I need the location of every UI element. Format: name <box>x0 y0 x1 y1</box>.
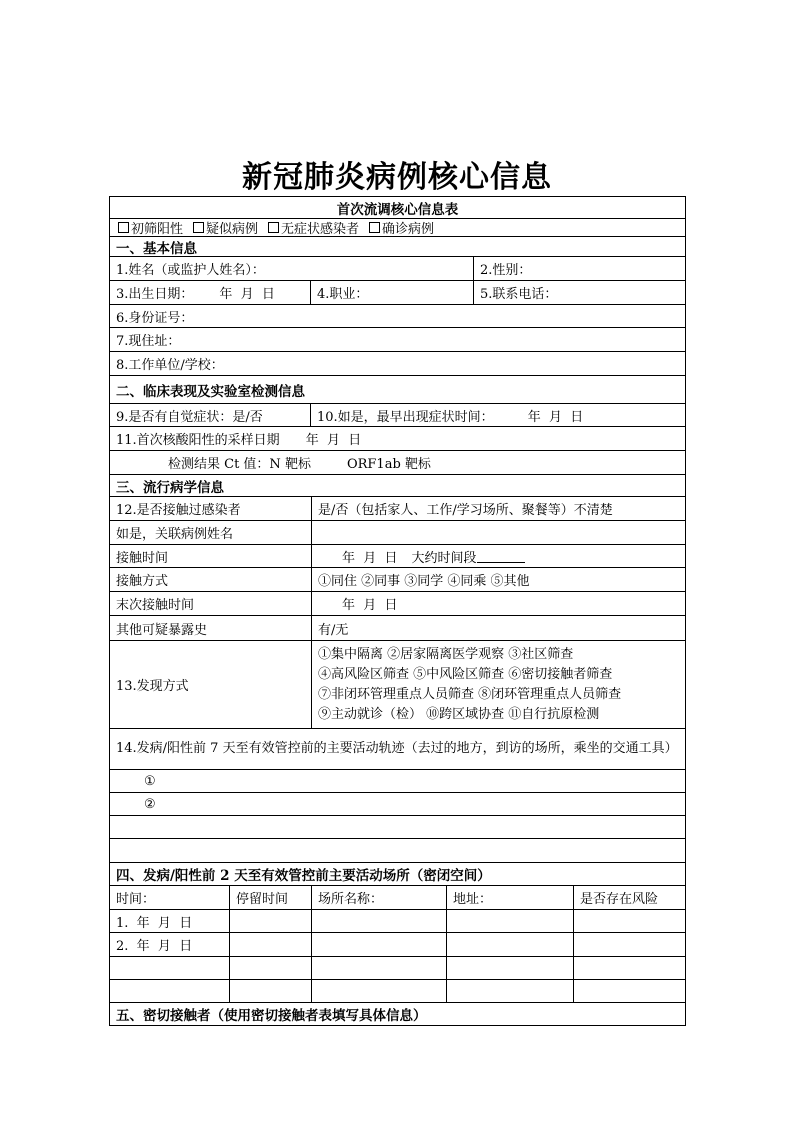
gender-field[interactable]: 2.性别： <box>473 257 685 280</box>
venue-address[interactable] <box>446 957 573 979</box>
work-field[interactable]: 8.工作单位/学校： <box>116 358 224 373</box>
job-field[interactable]: 4.职业： <box>310 281 473 304</box>
ct-field[interactable] <box>110 451 685 474</box>
case-type-option[interactable] <box>118 219 183 236</box>
case-type-options <box>110 219 685 236</box>
venue-name[interactable] <box>311 980 446 1002</box>
case-type-row <box>110 219 685 237</box>
section-contacts-header: 五、密切接触者（使用密切接触者表填写具体信息） <box>116 1008 427 1024</box>
other-exposure-answer[interactable]: 有/无 <box>311 616 685 640</box>
track-row-blank <box>110 816 685 839</box>
contact-answer[interactable]: 是/否（包括家人、工作/学习场所、聚餐等）不清楚 <box>311 497 685 520</box>
sampling-row <box>110 427 685 451</box>
section-epi-header: 三、流行病学信息 <box>116 479 224 496</box>
contact-mode-row <box>110 568 685 592</box>
col-venue: 场所名称： <box>311 886 446 909</box>
discovery-option-line: ⑦非闭环管理重点人员筛查 ⑧闭环管理重点人员筛查 <box>318 686 622 702</box>
birth-row <box>110 281 685 305</box>
venues-table-row <box>110 910 685 933</box>
discovery-label: 13.发现方式 <box>116 679 189 694</box>
venue-duration[interactable] <box>229 980 311 1002</box>
track-row-blank <box>110 839 685 863</box>
ct-orf-label: ORF1ab 靶标 <box>346 457 431 472</box>
contact-time-ymd: 年 月 日 <box>342 550 398 566</box>
onset-field[interactable] <box>310 404 685 426</box>
venue-time[interactable] <box>110 957 229 979</box>
venue-duration[interactable] <box>229 957 311 979</box>
case-info-form <box>109 196 686 1026</box>
track-blank-input[interactable] <box>110 839 685 862</box>
checkbox-icon[interactable] <box>118 222 129 233</box>
symptom-row <box>110 404 685 427</box>
venues-table-row <box>110 980 685 1003</box>
track-item-2[interactable]: ② <box>144 796 156 812</box>
track-question: 14.发病/阳性前 7 天至有效管控前的主要活动轨迹（去过的地方，到访的场所，乘坐的交通工具） <box>116 741 678 756</box>
venue-risk[interactable] <box>573 910 685 932</box>
section-contacts-header-row <box>110 1003 685 1025</box>
id-row <box>110 305 685 328</box>
name-field[interactable]: 1.姓名（或监护人姓名）： <box>116 263 265 278</box>
case-type-label: 疑似病例 <box>206 222 259 236</box>
address-row <box>110 328 685 352</box>
contact-period-blank[interactable] <box>477 550 525 563</box>
sampling-ymd: 年 月 日 <box>305 433 362 448</box>
venue-risk[interactable] <box>573 980 685 1002</box>
contact-time-row <box>110 545 685 568</box>
checkbox-icon[interactable] <box>369 222 380 233</box>
address-field[interactable]: 7.现住址： <box>116 334 181 349</box>
section-clinical-header-row <box>110 376 685 404</box>
last-contact-row <box>110 592 685 616</box>
birth-label: 3.出生日期： <box>116 287 194 302</box>
symptom-field[interactable]: 9.是否有自觉症状：是/否 <box>116 409 263 425</box>
track-item-1[interactable]: ① <box>144 773 156 789</box>
venue-risk[interactable] <box>573 933 685 956</box>
sampling-label: 11.首次核酸阳性的采样日期 <box>116 433 280 448</box>
discovery-option-line: ⑨主动就诊（检） ⑩跨区域协查 ⑪自行抗原检测 <box>318 706 600 722</box>
venue-duration[interactable] <box>229 933 311 956</box>
venue-address[interactable] <box>446 980 573 1002</box>
venue-time[interactable] <box>110 980 229 1002</box>
birth-field[interactable] <box>110 281 310 304</box>
venue-time[interactable]: 2. 年 月 日 <box>116 939 193 954</box>
case-type-option[interactable] <box>268 219 359 236</box>
last-contact-ymd: 年 月 日 <box>342 598 398 613</box>
contact-time-label: 接触时间 <box>116 550 169 566</box>
venue-duration[interactable] <box>229 910 311 932</box>
onset-ymd: 年 月 日 <box>527 409 584 425</box>
checkbox-icon[interactable] <box>268 222 279 233</box>
contact-row <box>110 497 685 521</box>
id-field[interactable]: 6.身份证号： <box>116 310 194 326</box>
venue-risk[interactable] <box>573 957 685 979</box>
case-type-label: 初筛阳性 <box>131 222 184 236</box>
form-subtitle: 首次流调核心信息表 <box>336 201 459 218</box>
contact-mode-label: 接触方式 <box>116 574 169 589</box>
section-venues-header-row <box>110 863 685 886</box>
other-exposure-row <box>110 616 685 641</box>
venue-name[interactable] <box>311 933 446 956</box>
venues-table-row <box>110 957 685 980</box>
section-basic-header-row <box>110 237 685 257</box>
last-contact-input[interactable] <box>311 592 685 615</box>
name-row <box>110 257 685 281</box>
related-label: 如是，关联病例姓名 <box>116 527 234 542</box>
col-duration: 停留时间 <box>229 886 311 909</box>
document-title: 新冠肺炎病例核心信息 <box>242 160 552 195</box>
discovery-option-line: ④高风险区筛查 ⑤中风险区筛查 ⑥密切接触者筛查 <box>318 666 613 682</box>
venue-address[interactable] <box>446 910 573 932</box>
venues-table-row <box>110 933 685 957</box>
venues-table-header <box>110 886 685 910</box>
case-type-label: 确诊病例 <box>382 222 435 236</box>
sampling-field[interactable] <box>110 427 685 450</box>
col-address: 地址： <box>446 886 573 909</box>
phone-field[interactable]: 5.联系电话： <box>473 281 685 304</box>
track-blank-input[interactable] <box>110 816 685 838</box>
venue-address[interactable] <box>446 933 573 956</box>
section-venues-header: 四、发病/阳性前 2 天至有效管控前主要活动场所（密闭空间） <box>116 868 491 884</box>
section-basic-header: 一、基本信息 <box>116 240 197 256</box>
ct-label: 检测结果 Ct 值：N 靶标 <box>168 457 311 472</box>
case-type-label: 无症状感染者 <box>281 222 360 236</box>
venue-name[interactable] <box>311 910 446 932</box>
other-exposure-label: 其他可疑暴露史 <box>116 622 208 638</box>
case-type-option[interactable] <box>369 219 434 236</box>
discovery-option-line: ①集中隔离 ②居家隔离医学观察 ③社区筛查 <box>318 646 574 662</box>
last-contact-label: 末次接触时间 <box>116 598 195 613</box>
track-row-1 <box>110 770 685 793</box>
track-question-row <box>110 729 685 770</box>
contact-question: 12.是否接触过感染者 <box>116 503 241 518</box>
section-epi-header-row <box>110 475 685 497</box>
track-row-2 <box>110 793 685 816</box>
venue-name[interactable] <box>311 957 446 979</box>
onset-label: 10.如是，最早出现症状时间： <box>317 409 494 425</box>
related-row <box>110 521 685 545</box>
form-subtitle-row <box>110 197 685 219</box>
birth-ymd: 年 月 日 <box>219 287 275 302</box>
discovery-row <box>110 641 685 729</box>
contact-period-label: 大约时间段 <box>411 550 477 566</box>
checkbox-icon[interactable] <box>193 222 204 233</box>
work-row <box>110 352 685 376</box>
case-type-option[interactable] <box>193 219 258 236</box>
related-input[interactable] <box>311 521 685 544</box>
venue-time[interactable]: 1. 年 月 日 <box>116 915 193 931</box>
section-clinical-header: 二、临床表现及实验室检测信息 <box>116 383 305 400</box>
col-risk: 是否存在风险 <box>573 886 685 909</box>
contact-time-input[interactable] <box>311 545 685 567</box>
ct-row <box>110 451 685 475</box>
discovery-options[interactable] <box>311 641 685 728</box>
contact-mode-options[interactable]: ①同住 ②同事 ③同学 ④同乘 ⑤其他 <box>311 568 685 591</box>
col-time: 时间： <box>116 892 156 907</box>
